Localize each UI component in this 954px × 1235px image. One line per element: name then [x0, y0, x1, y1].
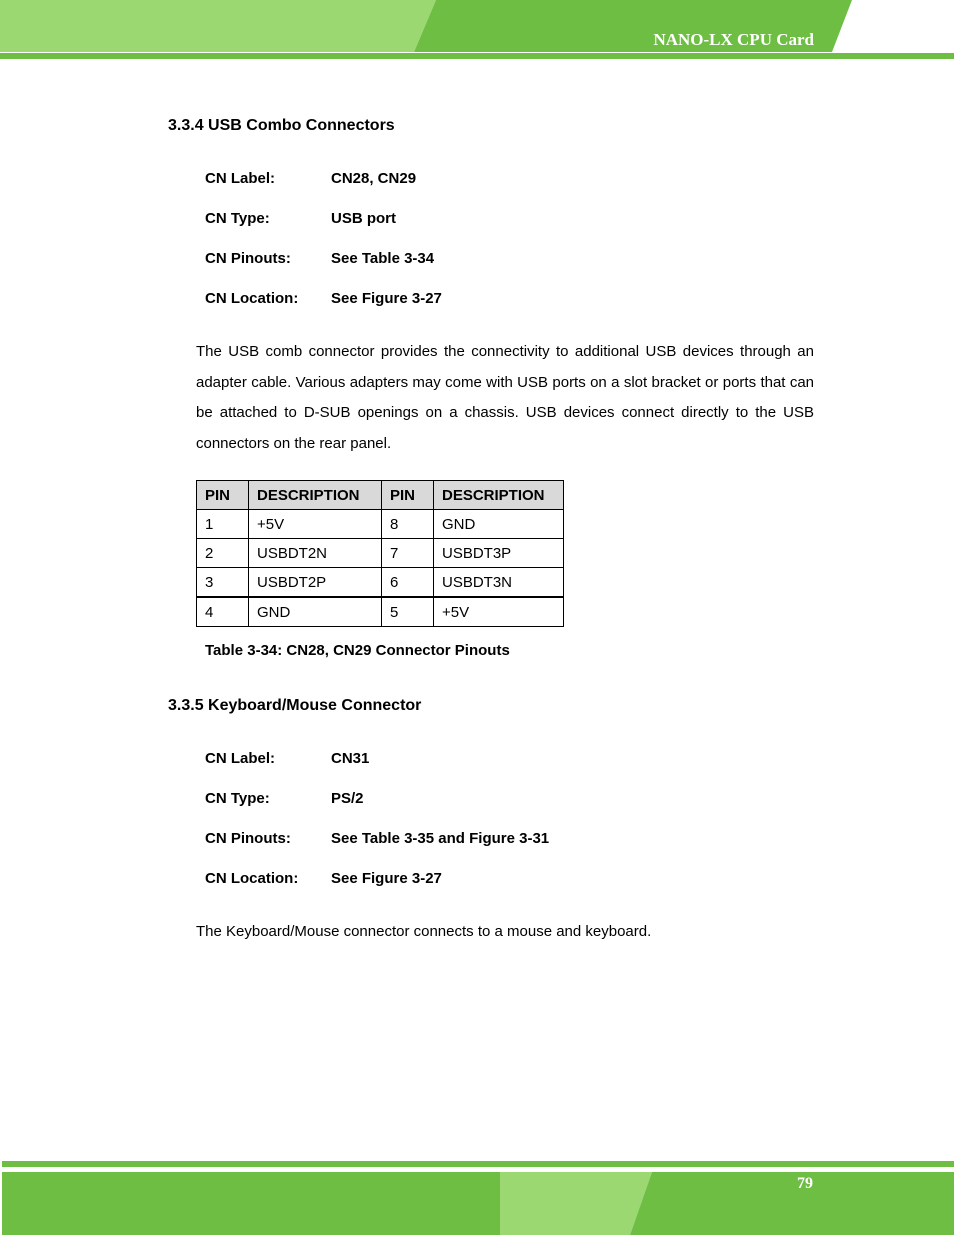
spec-label: CN Label:: [205, 170, 276, 187]
spec-value: See Figure 3-27: [331, 290, 442, 307]
section-heading-keyboard-mouse: 3.3.5 Keyboard/Mouse Connector: [168, 697, 422, 714]
table-cell: +5V: [249, 510, 382, 539]
table-cell: USBDT2N: [249, 539, 382, 568]
spec-label: CN Location:: [205, 870, 299, 887]
pinout-table: [196, 480, 564, 627]
spec-label: CN Type:: [205, 210, 270, 227]
table-row: [197, 568, 564, 598]
table-cell: 2: [197, 539, 249, 568]
header-rule: [0, 53, 954, 59]
spec-value: See Figure 3-27: [331, 870, 442, 887]
column-header: DESCRIPTION: [434, 481, 564, 510]
table-cell: GND: [434, 510, 564, 539]
spec-value: USB port: [331, 210, 396, 227]
table-cell: 6: [382, 568, 434, 598]
spec-label: CN Type:: [205, 790, 270, 807]
table-cell: 7: [382, 539, 434, 568]
table-cell: GND: [249, 597, 382, 627]
table-caption: Table 3-34: CN28, CN29 Connector Pinouts: [205, 642, 510, 659]
column-header: PIN: [382, 481, 434, 510]
table-cell: 4: [197, 597, 249, 627]
table-cell: 3: [197, 568, 249, 598]
table-cell: 1: [197, 510, 249, 539]
spec-label: CN Pinouts:: [205, 830, 291, 847]
spec-value: CN28, CN29: [331, 170, 417, 187]
column-header: DESCRIPTION: [249, 481, 382, 510]
spec-value: See Table 3-34: [331, 250, 435, 267]
table-row: [197, 510, 564, 539]
footer-rule: [2, 1161, 954, 1167]
table-header-row: [197, 481, 564, 510]
table-cell: 8: [382, 510, 434, 539]
spec-label: CN Location:: [205, 290, 299, 307]
column-header: PIN: [197, 481, 249, 510]
keyboard-mouse-description-paragraph: The Keyboard/Mouse connector connects to a mouse and keyboard.: [196, 923, 652, 940]
table-cell: USBDT2P: [249, 568, 382, 598]
usb-description-paragraph: The USB comb connector provides the connectivity to additional USB devices through an adapter cable. Various adapters may come with USB ports on a slot bracket or ports that can be attached to D-SUB openings on a chassis. USB devices connect directly to the USB connectors on the rear panel.: [196, 343, 814, 453]
table-cell: USBDT3N: [434, 568, 564, 598]
spec-value: PS/2: [331, 790, 364, 807]
page-number: 79: [797, 1175, 813, 1192]
table-cell: 5: [382, 597, 434, 627]
document-title: NANO-LX CPU Card: [653, 30, 814, 49]
table-row: [197, 539, 564, 568]
section-heading-usb: 3.3.4 USB Combo Connectors: [168, 117, 395, 134]
spec-value: See Table 3-35 and Figure 3-31: [331, 830, 550, 847]
spec-label: CN Label:: [205, 750, 276, 767]
table-cell: +5V: [434, 597, 564, 627]
spec-label: CN Pinouts:: [205, 250, 291, 267]
table-cell: USBDT3P: [434, 539, 564, 568]
spec-value: CN31: [331, 750, 370, 767]
table-row: [197, 597, 564, 627]
